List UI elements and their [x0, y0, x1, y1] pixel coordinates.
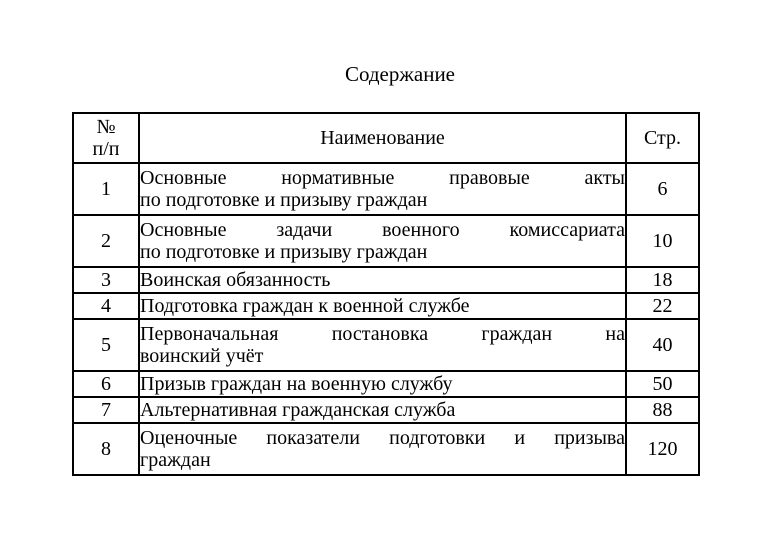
row-title-line: граждан [140, 449, 211, 471]
row-number-cell: 2 [73, 215, 139, 267]
row-title-line: Альтернативная гражданская служба [140, 399, 456, 421]
table-row [73, 293, 699, 319]
table-header-row [73, 113, 699, 163]
row-number-cell: 7 [73, 397, 139, 423]
row-title-line: Призыв граждан на военную службу [140, 373, 453, 395]
table-row [73, 319, 699, 371]
row-page-cell: 10 [626, 215, 699, 267]
header-number-line2: п/п [92, 138, 120, 160]
row-title-line: Основные задачи военного комиссариата [140, 219, 625, 241]
row-title-cell [139, 163, 626, 215]
row-number-cell: 4 [73, 293, 139, 319]
table-row [73, 397, 699, 423]
table-row [73, 163, 699, 215]
row-title-line: по подготовке и призыву граждан [140, 189, 428, 211]
row-title-cell [139, 215, 626, 267]
header-cell-name: Наименование [139, 113, 626, 163]
row-title-line: Воинская обязанность [140, 269, 331, 291]
row-title-line: по подготовке и призыву граждан [140, 241, 428, 263]
header-cell-page: Стр. [626, 113, 699, 163]
row-number-cell: 5 [73, 319, 139, 371]
row-title-line: Подготовка граждан к военной службе [140, 295, 470, 317]
row-title-line: Первоначальная постановка граждан на [140, 323, 625, 345]
header-number-line1: № [96, 116, 116, 138]
page-title: Содержание [344, 62, 456, 86]
row-number-cell: 8 [73, 423, 139, 475]
row-title-line: Основные нормативные правовые акты [140, 167, 625, 189]
row-page-cell: 40 [626, 319, 699, 371]
row-title-cell [139, 371, 626, 397]
header-cell-number [73, 113, 139, 163]
row-page-cell: 18 [626, 267, 699, 293]
table-row [73, 267, 699, 293]
row-title-cell [139, 319, 626, 371]
row-page-cell: 22 [626, 293, 699, 319]
row-number-cell: 6 [73, 371, 139, 397]
table-row [73, 215, 699, 267]
row-page-cell: 50 [626, 371, 699, 397]
row-title-cell [139, 293, 626, 319]
contents-table [72, 112, 700, 476]
row-page-cell: 6 [626, 163, 699, 215]
row-title-cell [139, 423, 626, 475]
row-page-cell: 88 [626, 397, 699, 423]
row-page-cell: 120 [626, 423, 699, 475]
row-title-cell [139, 397, 626, 423]
table-row [73, 423, 699, 475]
table-row [73, 371, 699, 397]
row-number-cell: 1 [73, 163, 139, 215]
row-title-line: воинский учёт [140, 345, 264, 367]
row-number-cell: 3 [73, 267, 139, 293]
row-title-line: Оценочные показатели подготовки и призыва [140, 427, 625, 449]
row-title-cell [139, 267, 626, 293]
